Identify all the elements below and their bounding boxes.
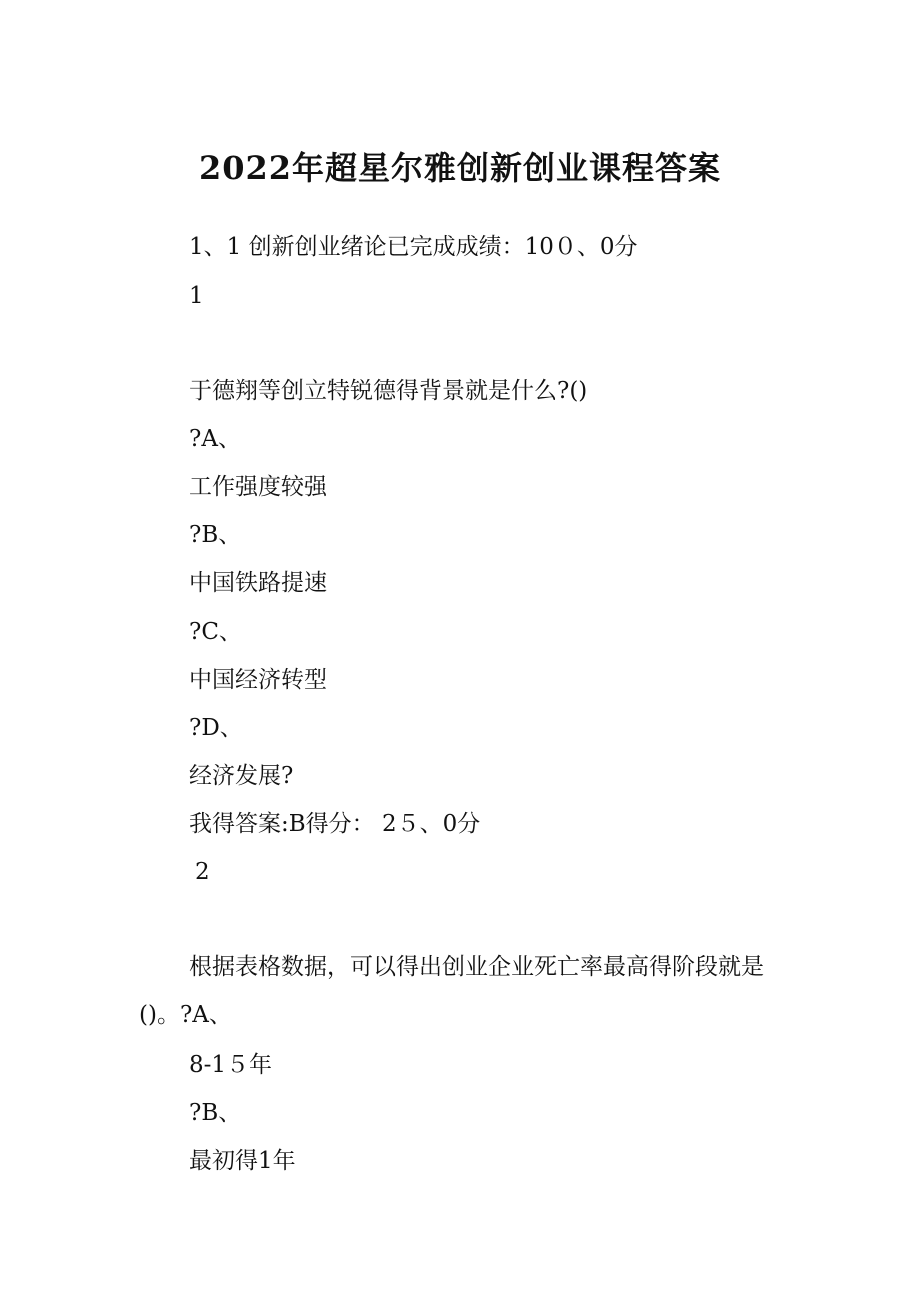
option-label-d: ?D、 [189, 715, 243, 741]
option-text-d: 经济发展? [189, 763, 294, 789]
question-text: 于德翔等创立特锐德得背景就是什么?() [189, 378, 588, 404]
question-text: 根据表格数据，可以得出创业企业死亡率最高得阶段就是()。?A、 [139, 954, 764, 1028]
option-text-c: 中国经济转型 [189, 667, 327, 693]
answer-score: 我得答案:B得分： 2５、0分 [189, 811, 481, 837]
option-label-c: ?C、 [189, 619, 242, 645]
option-text-b: 中国铁路提速 [189, 570, 327, 596]
option-label-a: ?A、 [189, 426, 241, 452]
option-label-b: ?B、 [189, 1100, 242, 1126]
option-label-b: ?B、 [189, 522, 242, 548]
question-number: 2 [195, 859, 210, 885]
question-number: 1 [189, 283, 204, 309]
document-title: 2022年超星尔雅创新创业课程答案 [198, 149, 722, 187]
option-text-a: 8-1５年 [189, 1052, 273, 1078]
section-heading: 1、1 创新创业绪论已完成成绩：10０、0分 [189, 234, 638, 260]
option-text-a: 工作强度较强 [189, 474, 327, 500]
option-text-b: 最初得1年 [189, 1148, 296, 1174]
